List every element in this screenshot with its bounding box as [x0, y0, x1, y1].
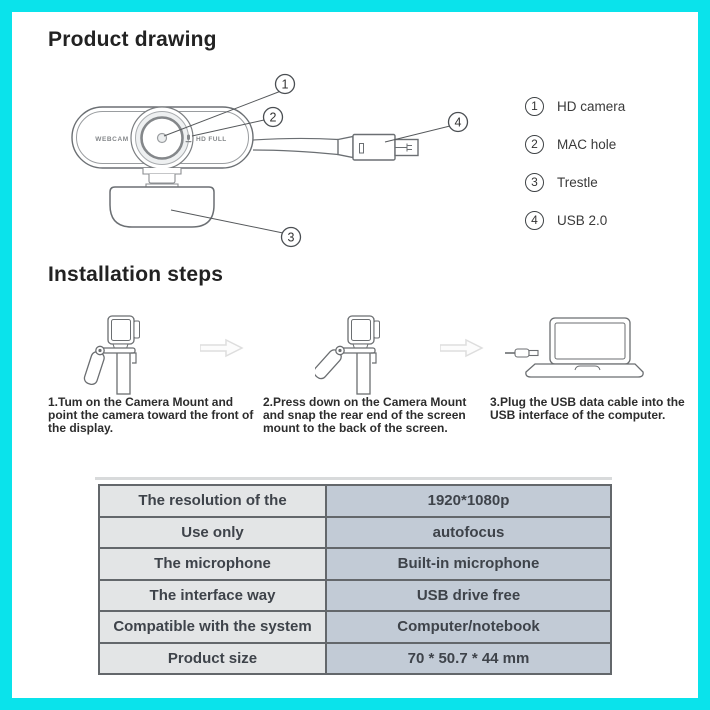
hd-full-label: HD FULL: [196, 136, 227, 143]
spec-row: [99, 517, 611, 549]
spec-label-cell: The resolution of the: [99, 485, 326, 517]
legend-label-mac-hole: MAC hole: [557, 136, 617, 152]
callout-3: 3: [287, 230, 295, 245]
webcam-trestle: [110, 187, 214, 227]
spec-value-cell: USB drive free: [326, 580, 611, 612]
step3-caption: 3.Plug the USB data cable into the USB interface of the computer.: [490, 395, 685, 422]
spec-table: [98, 484, 612, 675]
legend-label-trestle: Trestle: [557, 174, 598, 190]
legend: [525, 96, 625, 230]
legend-number-4: 4: [525, 211, 544, 230]
usb-connector: [338, 135, 418, 161]
spec-row: [99, 485, 611, 517]
callout-1: 1: [281, 77, 289, 92]
spec-value-cell: Computer/notebook: [326, 611, 611, 643]
legend-number-1: 1: [525, 97, 544, 116]
webcam-face-label: WEBCAM: [95, 136, 129, 143]
spec-label-cell: Compatible with the system: [99, 611, 326, 643]
spec-row: [99, 548, 611, 580]
section-title-product-drawing: Product drawing: [48, 28, 217, 51]
step2-caption: 2.Press down on the Camera Mount and snap the rear end of the screen mount to the back of the screen.: [263, 395, 467, 435]
legend-item-trestle: [525, 172, 625, 192]
spec-value-cell: Built-in microphone: [326, 548, 611, 580]
legend-number-2: 2: [525, 135, 544, 154]
step1-caption: 1.Tum on the Camera Mount and point the camera toward the front of the display.: [48, 395, 254, 435]
webcam-neck: [143, 168, 181, 187]
usb-plug-icon: [505, 349, 538, 357]
legend-number-3: 3: [525, 173, 544, 192]
spec-label-cell: Product size: [99, 643, 326, 675]
step3-laptop-figure: [505, 315, 650, 390]
spec-label-cell: Use only: [99, 517, 326, 549]
step1-figure: [75, 308, 195, 398]
spec-row: [99, 643, 611, 675]
spec-row: [99, 580, 611, 612]
spec-label-cell: The microphone: [99, 548, 326, 580]
legend-item-usb: [525, 210, 625, 230]
spec-row: [99, 611, 611, 643]
usb-cable: [253, 138, 338, 154]
spec-value-cell: 1920*1080p: [326, 485, 611, 517]
arrow-right-icon: [440, 338, 484, 358]
arrow-right-icon: [200, 338, 244, 358]
table-top-shadow: [95, 477, 612, 480]
legend-label-hd-camera: HD camera: [557, 98, 626, 114]
section-title-installation-steps: Installation steps: [48, 263, 224, 286]
webcam-lens: [131, 107, 193, 169]
callout-4: 4: [454, 115, 462, 130]
spec-value-cell: autofocus: [326, 517, 611, 549]
spec-label-cell: The interface way: [99, 580, 326, 612]
legend-label-usb: USB 2.0: [557, 212, 608, 228]
callout-2: 2: [269, 110, 277, 125]
step2-figure: [315, 308, 435, 398]
spec-value-cell: 70 * 50.7 * 44 mm: [326, 643, 611, 675]
legend-item-mac-hole: [525, 134, 625, 154]
legend-item-hd-camera: [525, 96, 625, 116]
webcam-product-diagram: [40, 60, 490, 260]
